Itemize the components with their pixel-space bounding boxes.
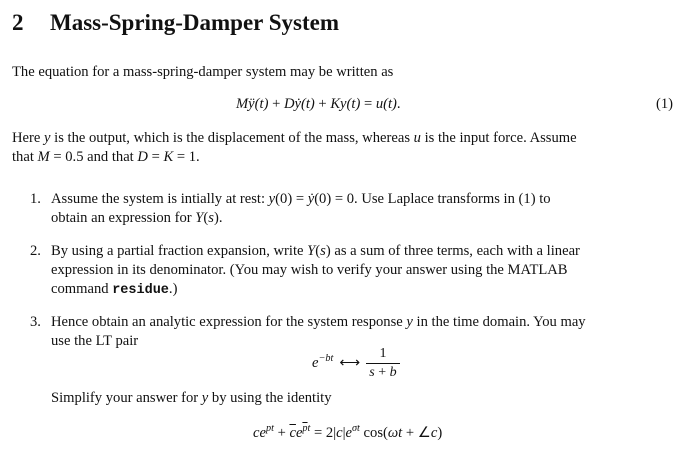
math-var: y	[201, 390, 209, 406]
intro-paragraph: The equation for a mass-spring-damper system may be written as	[12, 64, 394, 80]
text-run: (	[203, 210, 209, 226]
text-run: by using the identity	[208, 390, 332, 406]
text-run: =	[147, 149, 164, 165]
fraction-denominator	[366, 364, 399, 381]
math-var: e	[259, 425, 266, 441]
item-line	[51, 190, 674, 209]
double-arrow-icon: ⟷	[339, 354, 361, 371]
math-exponent: pt	[265, 423, 274, 435]
math-var-conjugate: $\overline{c}$	[289, 425, 296, 441]
description-paragraph	[12, 129, 674, 167]
list-marker: 2.	[30, 243, 41, 259]
text-run: ).	[213, 210, 223, 226]
simplify-line	[30, 389, 674, 408]
identity-equation	[253, 424, 442, 442]
eq-term: y(t)	[340, 96, 361, 112]
eq-operator: +	[374, 365, 390, 380]
section-title: Mass-Spring-Damper System	[50, 10, 339, 35]
math-var: y	[44, 130, 51, 146]
fraction	[366, 346, 399, 381]
code-command: residue	[112, 283, 169, 298]
eq-term: ÿ(t)	[248, 96, 269, 112]
math-var: u	[413, 130, 421, 146]
equation-1	[236, 96, 401, 113]
text-run: (	[315, 243, 321, 259]
item-line	[51, 389, 674, 408]
text-run: = 0.5 and that	[49, 149, 138, 165]
math-var: e	[345, 425, 353, 441]
equation-number: (1)	[655, 96, 673, 112]
text-run: .)	[168, 281, 178, 297]
text-run: Hence obtain an analytic expression for the system response	[51, 314, 407, 330]
text-run: obtain an expression for	[51, 210, 196, 226]
text-run: is the output, which is the displacement of the mass, whereas	[50, 130, 414, 146]
section-heading	[12, 10, 339, 36]
laplace-pair	[312, 346, 400, 381]
list-item-1	[30, 190, 674, 228]
list-item-body	[51, 190, 674, 228]
eq-operator: +	[314, 96, 331, 112]
list-marker: 1.	[30, 191, 41, 207]
item-line	[51, 313, 674, 332]
item-line	[51, 209, 674, 228]
text-run: Simplify your answer for	[51, 390, 202, 406]
list-item-body	[51, 242, 674, 300]
text-run: command	[51, 281, 113, 297]
eq-operator: = 2|	[310, 425, 337, 441]
math-exponent: −bt	[318, 352, 334, 364]
math-var: Y	[195, 210, 204, 226]
fraction-numerator: 1	[366, 346, 399, 364]
math-var: D	[137, 149, 148, 165]
eq-term: D	[283, 96, 295, 112]
math-var: s	[320, 243, 326, 259]
paragraph-line	[12, 148, 674, 167]
math-var: c	[430, 425, 438, 441]
math-var: Y	[307, 243, 316, 259]
paragraph-line	[12, 129, 674, 148]
text-run: ) as a sum of three terms, each with a linear	[325, 243, 580, 259]
item-line	[51, 242, 674, 261]
eq-operator: .	[396, 96, 401, 112]
eq-term: ẏ(t)	[294, 96, 315, 112]
math-var: s	[208, 210, 214, 226]
math-var: ωt	[387, 425, 403, 441]
text-run: Assume the system is intially at rest:	[51, 191, 269, 207]
text-run: (0) = 0. Use Laplace transforms in (1) to	[314, 191, 551, 207]
math-exponent: σt	[352, 423, 360, 435]
math-var: K	[163, 149, 174, 165]
eq-operator: =	[360, 96, 376, 112]
eq-operator: + ∠	[402, 425, 431, 441]
text-run: Here	[12, 130, 45, 146]
eq-term: u(t)	[375, 96, 397, 112]
math-function: cos(	[359, 425, 388, 441]
text-run: (0) =	[275, 191, 308, 207]
text-run: is the input force. Assume	[420, 130, 577, 146]
math-var: c	[336, 425, 343, 441]
text-run: = 1.	[173, 149, 200, 165]
text-run: that	[12, 149, 38, 165]
math-var: b	[389, 365, 397, 380]
eq-operator: |	[342, 425, 346, 441]
math-var: e	[312, 354, 319, 371]
eq-operator: +	[273, 425, 290, 441]
math-var: M	[37, 149, 50, 165]
eq-term: M	[236, 96, 249, 112]
eq-operator: +	[268, 96, 284, 112]
eq-term: K	[330, 96, 341, 112]
text-run: By using a partial fraction expansion, write	[51, 243, 308, 259]
math-var-conjugate: $\overline{p}$	[302, 423, 308, 435]
math-var: t	[307, 423, 311, 435]
list-marker: 3.	[30, 314, 41, 330]
math-var: s	[369, 365, 375, 380]
list-item-2	[30, 242, 674, 300]
item-line: use the LT pair	[51, 333, 139, 349]
item-line: expression in its denominator. (You may wish to verify your answer using the MATLAB	[51, 262, 568, 278]
eq-operator: )	[437, 425, 443, 441]
math-var: e	[295, 425, 303, 441]
math-var: y	[268, 191, 276, 207]
math-var: c	[253, 425, 260, 441]
item-line	[51, 280, 674, 300]
section-number: 2	[12, 10, 24, 35]
math-var: ẏ	[307, 191, 315, 207]
math-var: y	[406, 314, 413, 330]
text-run: in the time domain. You may	[412, 314, 586, 330]
